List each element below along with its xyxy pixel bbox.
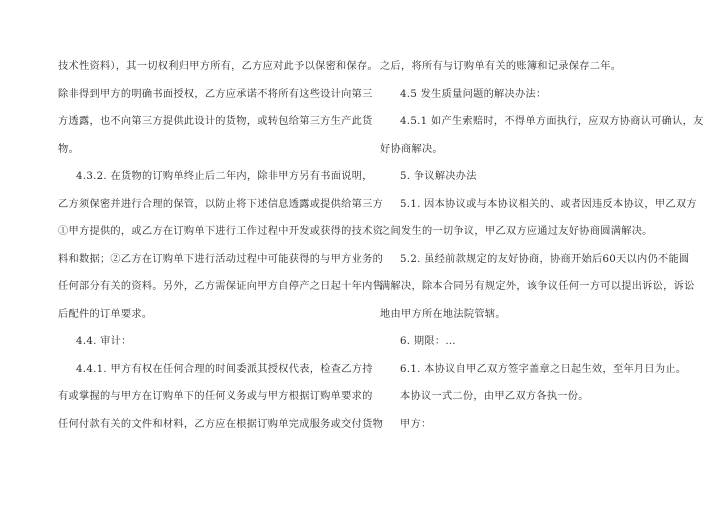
paragraph-5-1 [380,194,697,249]
paragraph-6-1 [380,359,687,387]
section-heading: 4.5 发生质量问题的解决办法： [400,88,547,100]
text-line: 本协议一式二份，由甲乙双方各执一份。 [400,391,589,402]
paragraph-4-4-1 [58,359,384,442]
section-heading: 4.4. 审计： [76,336,132,347]
text-line: 满解决，除本合同另有规定外，该争议任何一方可以提出诉讼，诉讼 [380,281,695,292]
heading-6-term [380,331,680,359]
text-line: 好协商解决。 [380,143,443,155]
text-line: 有或掌握的与甲方在订购单下的任何义务或与甲方根据订购单要求的 [58,391,373,402]
text-line: 5.1. 因本协议或与本协议相关的、或者因违反本协议，甲乙双方 [400,198,697,210]
text-line: 4.3.2. 在货物的订购单终止后二年内，除非甲方另有书面说明， [76,171,373,182]
text-line: 4.5.1 如产生索赔时，不得单方面执行，应双方协商认可确认，友 [400,116,704,127]
text-line: 料和数据；②乙方在订购单下进行活动过程中可能获得的与甲方业务的 [58,253,384,265]
heading-4-4-audit [58,331,358,359]
text-line: 之后，将所有与订购单有关的账簿和记录保存二年。 [380,61,622,72]
text-line: 除非得到甲方的明确书面授权，乙方应承诺不将所有这些设计向第三 [58,88,373,100]
text-line: 5.2. 虽经前款规定的友好协商，协商开始后60天以内仍不能圆 [400,253,690,265]
left-column [58,56,384,441]
text-line: 4.4.1. 甲方有权在任何合理的时间委派其授权代表，检查乙方持 [76,363,373,375]
right-column [380,56,704,441]
text-line: 乙方须保密并进行合理的保管，以防止将下述信息透露或提供给第三方 [58,198,384,210]
paragraph-continuation [380,56,680,84]
paragraph-5-2 [380,249,695,332]
paragraph-4-3-2 [58,166,384,331]
text-line: 地由甲方所在地法院管辖。 [380,308,506,320]
text-line: 任何部分有关的资料。另外，乙方需保证向甲方自停产之日起十年内售 [58,281,384,292]
paragraph-technical-info [58,56,379,166]
text-line: 之间发生的一切争议，甲乙双方应通过友好协商圆满解决。 [380,226,653,237]
text-line: 任何付款有关的文件和材料，乙方应在根据订购单完成服务或交付货物 [58,418,384,430]
heading-4-5 [380,84,680,112]
paragraph-copies [380,386,680,414]
text-line: 方透露，也不向第三方提供此设计的货物，或转包给第三方生产此货 [58,116,373,127]
section-heading: 6. 期限：… [400,336,456,347]
text-line: ①甲方提供的，或乙方在订购单下进行工作过程中开发或获得的技术资 [58,226,384,237]
paragraph-4-5-1 [380,111,704,166]
text-line: 甲方： [400,418,432,430]
text-line: 物。 [58,143,79,155]
section-heading: 5. 争议解决办法 [400,171,477,182]
party-a-label [380,414,680,442]
text-line: 后配件的订单要求。 [58,308,153,320]
text-line: 技术性资料），其一切权利归甲方所有，乙方应对此予以保密和保存。 [58,61,379,72]
text-line: 6.1. 本协议自甲乙双方签字盖章之日起生效，至年月日为止。 [400,363,687,375]
heading-5-dispute [380,166,680,194]
